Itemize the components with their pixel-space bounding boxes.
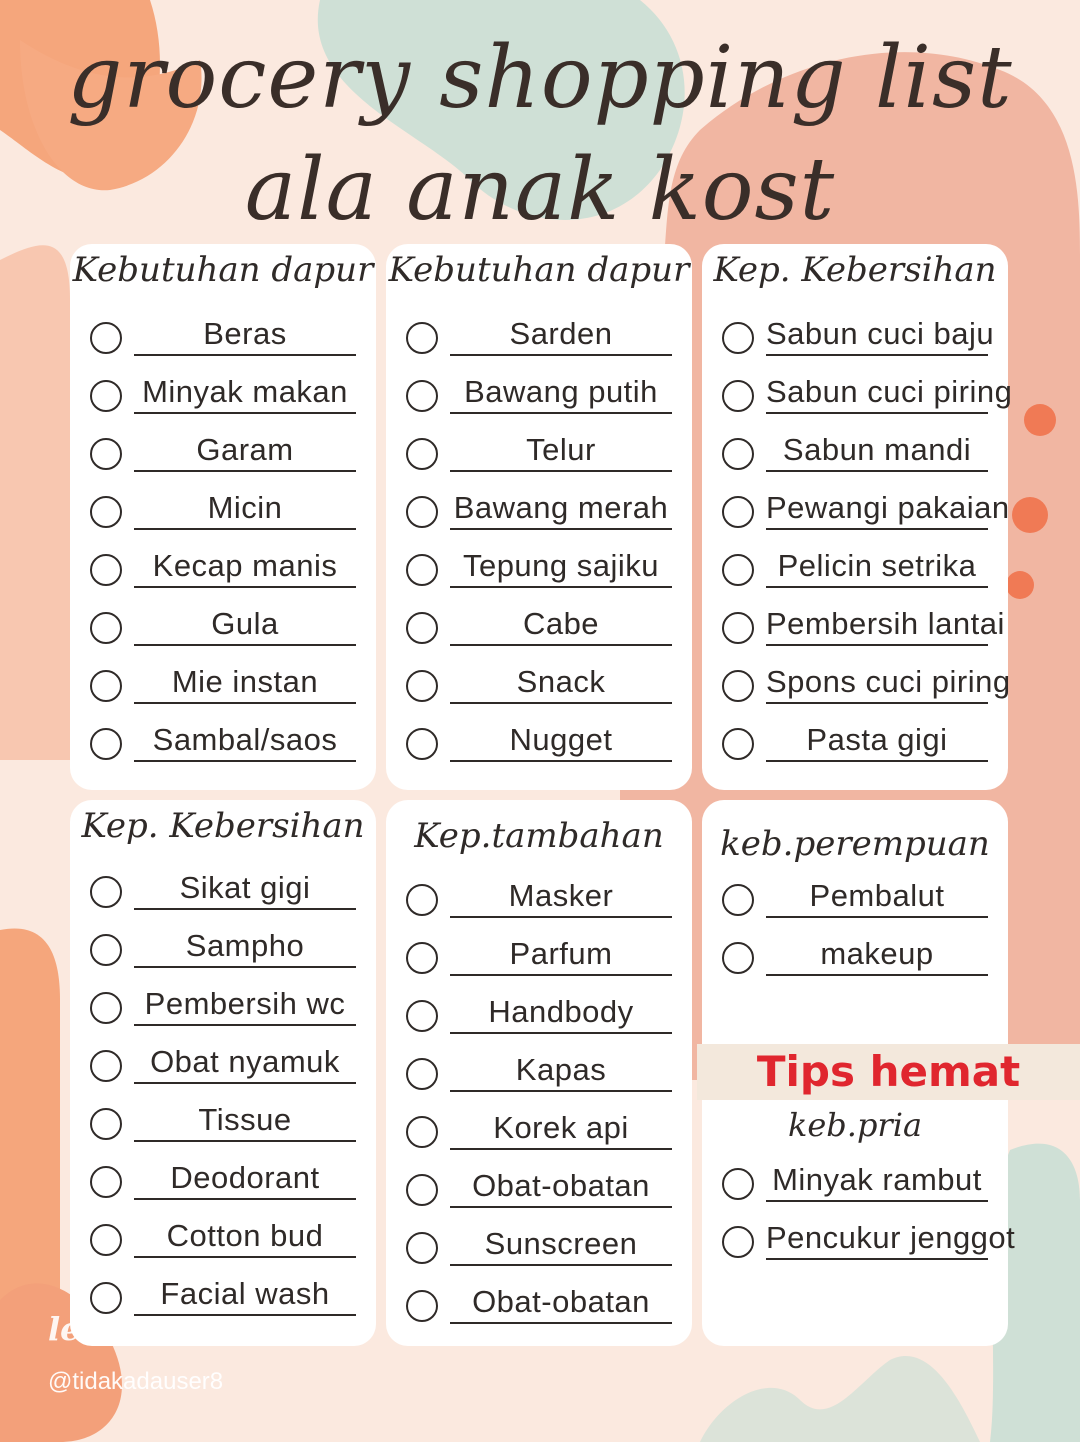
item-label: Obat-obatan <box>472 1284 650 1319</box>
item-label: Tissue <box>198 1102 292 1137</box>
item-label: Korek api <box>493 1110 629 1145</box>
item-underline <box>450 354 672 356</box>
checklist-item[interactable] <box>386 542 692 598</box>
item-underline <box>450 916 672 918</box>
card-kep-kebersihan-2 <box>70 800 376 1346</box>
item-underline <box>450 644 672 646</box>
item-underline <box>134 908 356 910</box>
checkbox-circle[interactable] <box>722 1168 754 1200</box>
item-label: Minyak rambut <box>772 1162 982 1197</box>
item-label: Beras <box>203 316 287 351</box>
item-label: Pasta gigi <box>806 722 948 757</box>
checkbox-circle[interactable] <box>722 728 754 760</box>
item-label: Snack <box>516 664 606 699</box>
checkbox-circle[interactable] <box>406 1058 438 1090</box>
item-underline <box>134 644 356 646</box>
item-underline <box>134 354 356 356</box>
checklist-item[interactable] <box>70 368 376 424</box>
item-underline <box>766 470 988 472</box>
checkbox-circle[interactable] <box>90 1050 122 1082</box>
item-underline <box>134 586 356 588</box>
item-underline <box>450 1032 672 1034</box>
checkbox-circle[interactable] <box>406 380 438 412</box>
item-label: Kecap manis <box>152 548 338 583</box>
item-label: Sambal/saos <box>152 722 338 757</box>
checklist-item[interactable] <box>386 658 692 714</box>
item-underline <box>450 974 672 976</box>
checklist-item[interactable] <box>386 1220 692 1276</box>
checklist-item[interactable] <box>702 716 1008 772</box>
item-label: Mie instan <box>171 664 319 699</box>
item-underline <box>766 974 988 976</box>
checklist-item[interactable] <box>702 600 1008 656</box>
checkbox-circle[interactable] <box>90 934 122 966</box>
checklist-item[interactable] <box>386 716 692 772</box>
item-label: Spons cuci piring <box>766 664 1011 699</box>
item-label: Nugget <box>509 722 613 757</box>
item-underline <box>134 1024 356 1026</box>
item-underline <box>766 528 988 530</box>
card-heading: Kep. Kebersihan <box>713 250 997 290</box>
checklist-item[interactable] <box>702 368 1013 424</box>
item-label: Sikat gigi <box>179 870 311 905</box>
checkbox-circle[interactable] <box>406 1000 438 1032</box>
item-underline <box>134 966 356 968</box>
watermark-username: @tidakadauser8 <box>48 1368 224 1395</box>
checklist-item[interactable] <box>702 542 1008 598</box>
item-underline <box>450 470 672 472</box>
checkbox-circle[interactable] <box>722 554 754 586</box>
item-label: Bawang merah <box>453 490 669 525</box>
tips-hemat-label: Tips hemat <box>756 1047 1021 1096</box>
item-label: Pembersih lantai <box>766 606 1005 641</box>
page-title: grocery shopping list <box>67 28 1013 128</box>
item-label: Pewangi pakaian <box>766 490 1010 525</box>
item-underline <box>450 760 672 762</box>
checkbox-circle[interactable] <box>722 612 754 644</box>
item-label: Pelicin setrika <box>777 548 977 583</box>
checkbox-circle[interactable] <box>90 612 122 644</box>
item-underline <box>134 470 356 472</box>
checklist-item[interactable] <box>70 1038 376 1094</box>
card-heading: Kebutuhan dapur <box>72 250 374 290</box>
checkbox-circle[interactable] <box>722 942 754 974</box>
item-underline <box>766 916 988 918</box>
item-underline <box>134 1256 356 1258</box>
checkbox-circle[interactable] <box>90 1166 122 1198</box>
item-label: Cotton bud <box>166 1218 324 1253</box>
checklist-item[interactable] <box>386 310 692 366</box>
item-label: Obat-obatan <box>472 1168 650 1203</box>
checklist-item[interactable] <box>70 484 376 540</box>
checkbox-circle[interactable] <box>406 1116 438 1148</box>
card-heading: Kep. Kebersihan <box>81 806 365 846</box>
item-underline <box>134 1082 356 1084</box>
item-underline <box>134 528 356 530</box>
checklist-item[interactable] <box>386 1162 692 1218</box>
card-kep-kebersihan-1 <box>702 244 1013 790</box>
checkbox-circle[interactable] <box>90 1224 122 1256</box>
checkbox-circle[interactable] <box>90 1108 122 1140</box>
card-kebutuhan-dapur-2 <box>386 244 692 790</box>
item-label: Obat nyamuk <box>150 1044 340 1079</box>
card-heading: Kebutuhan dapur <box>388 250 690 290</box>
checkbox-circle[interactable] <box>406 554 438 586</box>
checklist-item[interactable] <box>386 1046 692 1102</box>
checklist-item[interactable] <box>70 980 376 1036</box>
item-underline <box>450 1322 672 1324</box>
item-label: Parfum <box>509 936 613 971</box>
item-underline <box>450 702 672 704</box>
item-underline <box>766 760 988 762</box>
checkbox-circle[interactable] <box>90 876 122 908</box>
item-underline <box>134 1140 356 1142</box>
checklist-item[interactable] <box>386 930 692 986</box>
checkbox-circle[interactable] <box>406 496 438 528</box>
checklist-item[interactable] <box>702 1214 1016 1270</box>
item-label: Gula <box>211 606 279 641</box>
checkbox-circle[interactable] <box>722 884 754 916</box>
checklist-item[interactable] <box>386 600 692 656</box>
item-underline <box>766 586 988 588</box>
item-underline <box>766 1200 988 1202</box>
checkbox-circle[interactable] <box>406 322 438 354</box>
checkbox-circle[interactable] <box>90 992 122 1024</box>
checklist-item[interactable] <box>70 1096 376 1152</box>
checkbox-circle[interactable] <box>406 438 438 470</box>
checkbox-circle[interactable] <box>406 1232 438 1264</box>
item-label: Kapas <box>515 1052 607 1087</box>
checkbox-circle[interactable] <box>722 1226 754 1258</box>
item-label: Sarden <box>509 316 613 351</box>
item-label: Sampho <box>185 928 305 963</box>
item-label: Facial wash <box>160 1276 330 1311</box>
checklist-item[interactable] <box>386 484 692 540</box>
checkbox-circle[interactable] <box>90 554 122 586</box>
checkbox-circle[interactable] <box>406 884 438 916</box>
page-subtitle: ala anak kost <box>244 140 836 240</box>
checkbox-circle[interactable] <box>90 670 122 702</box>
card-heading: Kep.tambahan <box>414 816 664 856</box>
item-underline <box>766 1258 988 1260</box>
checklist-item[interactable] <box>386 1278 692 1334</box>
checklist-item[interactable] <box>702 484 1008 540</box>
checklist-item[interactable] <box>702 1156 1008 1212</box>
item-underline <box>134 760 356 762</box>
item-underline <box>766 702 988 704</box>
checkbox-circle[interactable] <box>722 496 754 528</box>
checklist-item[interactable] <box>70 1154 376 1210</box>
checkbox-circle[interactable] <box>406 942 438 974</box>
checklist-item[interactable] <box>386 872 692 928</box>
item-label: Micin <box>207 490 283 525</box>
checklist-item[interactable] <box>702 872 1008 928</box>
checkbox-circle[interactable] <box>90 322 122 354</box>
item-underline <box>450 412 672 414</box>
item-underline <box>766 644 988 646</box>
checklist-item[interactable] <box>386 426 692 482</box>
checklist-item[interactable] <box>70 1212 376 1268</box>
checkbox-circle[interactable] <box>406 612 438 644</box>
item-label: Sabun cuci piring <box>766 374 1013 409</box>
item-label: Pembersih wc <box>144 986 346 1021</box>
checklist-item[interactable] <box>70 716 376 772</box>
checkbox-circle[interactable] <box>722 380 754 412</box>
item-underline <box>450 1148 672 1150</box>
checkbox-circle[interactable] <box>90 728 122 760</box>
checkbox-circle[interactable] <box>406 1174 438 1206</box>
checkbox-circle[interactable] <box>90 438 122 470</box>
item-label: Masker <box>508 878 614 913</box>
checklist-item[interactable] <box>386 988 692 1044</box>
item-underline <box>766 412 988 414</box>
checkbox-circle[interactable] <box>90 380 122 412</box>
item-label: Handbody <box>488 994 634 1029</box>
item-label: Pembalut <box>809 878 945 913</box>
checklist-item[interactable] <box>70 864 376 920</box>
checklist-item[interactable] <box>70 426 376 482</box>
checklist-item[interactable] <box>702 426 1008 482</box>
checklist-item[interactable] <box>70 922 376 978</box>
watermark-logo: lemon8 <box>48 1310 182 1348</box>
checklist-item[interactable] <box>702 310 1008 366</box>
item-label: Pencukur jenggot <box>766 1220 1016 1255</box>
checklist-item[interactable] <box>70 310 376 366</box>
item-label: Sabun mandi <box>782 432 972 467</box>
checklist-item[interactable] <box>702 930 1008 986</box>
checklist-item[interactable] <box>702 658 1011 714</box>
item-label: Tepung sajiku <box>462 548 660 583</box>
checklist-item[interactable] <box>70 658 376 714</box>
checkbox-circle[interactable] <box>406 1290 438 1322</box>
item-label: Deodorant <box>170 1160 320 1195</box>
checklist-item[interactable] <box>386 1104 692 1160</box>
checklist-item[interactable] <box>70 600 376 656</box>
item-underline <box>450 1264 672 1266</box>
checkbox-circle[interactable] <box>90 496 122 528</box>
item-label: Garam <box>196 432 294 467</box>
item-underline <box>450 1206 672 1208</box>
item-underline <box>134 1198 356 1200</box>
checkbox-circle[interactable] <box>722 322 754 354</box>
checkbox-circle[interactable] <box>722 438 754 470</box>
item-label: Sabun cuci baju <box>766 316 995 351</box>
item-label: Minyak makan <box>142 374 348 409</box>
card-heading: keb.perempuan <box>720 824 990 864</box>
item-underline <box>450 528 672 530</box>
card-kebutuhan-dapur-1 <box>70 244 376 790</box>
item-label: makeup <box>820 936 934 971</box>
item-underline <box>134 412 356 414</box>
checkbox-circle[interactable] <box>406 728 438 760</box>
item-label: Telur <box>526 432 596 467</box>
checkbox-circle[interactable] <box>722 670 754 702</box>
item-label: Bawang putih <box>464 374 658 409</box>
pria-heading: keb.pria <box>787 1106 923 1144</box>
item-label: Sunscreen <box>484 1226 638 1261</box>
item-underline <box>134 702 356 704</box>
checklist-item[interactable] <box>70 542 376 598</box>
card-kep-tambahan <box>386 800 692 1346</box>
item-label: Cabe <box>522 606 600 641</box>
item-underline <box>450 586 672 588</box>
item-underline <box>450 1090 672 1092</box>
checkbox-circle[interactable] <box>406 670 438 702</box>
checklist-item[interactable] <box>386 368 692 424</box>
item-underline <box>766 354 988 356</box>
